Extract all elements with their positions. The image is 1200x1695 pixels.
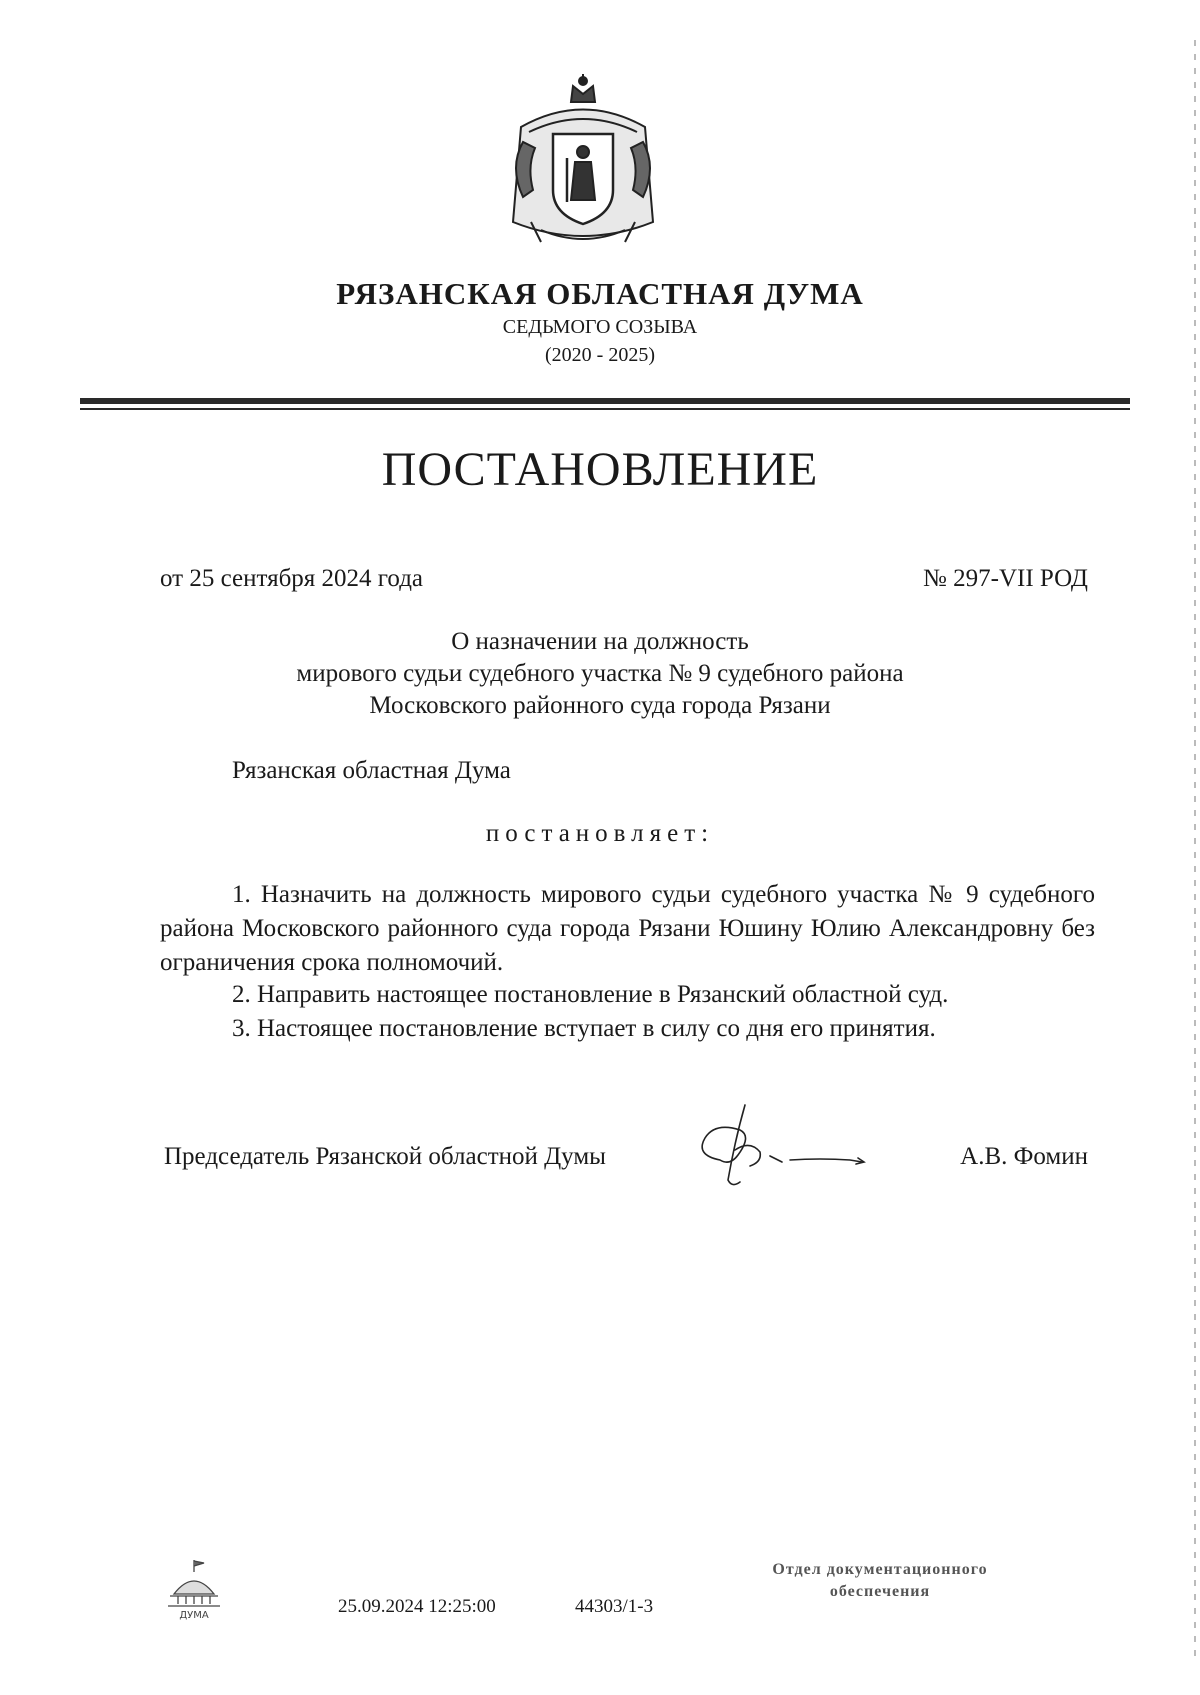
resolution-paragraph: 2. Направить настоящее постановление в Рязанский областной суд. [232,981,949,1008]
organization-name: РЯЗАНСКАЯ ОБЛАСТНАЯ ДУМА [336,276,864,311]
issuing-body: Рязанская областная Дума [232,757,511,784]
stamp-datetime: 25.09.2024 12:25:00 [338,1596,496,1617]
convocation-label: СЕДЬМОГО СОЗЫВА [502,316,698,338]
signatory-name: А.В. Фомин [960,1143,1088,1170]
document-type-title: ПОСТАНОВЛЕНИЕ [381,443,819,496]
convocation-years: (2020 - 2025) [545,344,655,366]
subject-line: Московского районного суда города Рязани [369,692,831,719]
header-rule-thin [80,408,1130,410]
signatory-title: Председатель Рязанской областной Думы [164,1143,606,1170]
coat-of-arms-emblem [501,72,665,258]
header-rule-thick [80,398,1130,404]
document-date: от 25 сентября 2024 года [160,565,424,592]
stamp-registration-number: 44303/1-3 [575,1596,654,1617]
logo-text: ДУМА [179,1610,209,1621]
resolution-paragraph: 3. Настоящее постановление вступает в силу со дня его принятия. [232,1015,936,1042]
resolves-word: постановляет: [485,820,715,847]
department-stamp-line: обеспечения [829,1583,931,1600]
handwritten-signature [690,1100,920,1190]
department-stamp-line: Отдел документационного [772,1561,988,1578]
resolution-paragraph: 1. Назначить на должность мирового судьи судебного участка № 9 судебного района Московского районного суда города Рязани Юшину Юлию Александровну без ограничения срока полномочий. [160,881,1095,976]
subject-line: О назначении на должность [451,628,749,655]
subject-line: мирового судьи судебного участка № 9 судебного района [296,660,904,687]
document-number: № 297-VII РОД [923,565,1088,592]
duma-building-logo [166,1558,226,1622]
